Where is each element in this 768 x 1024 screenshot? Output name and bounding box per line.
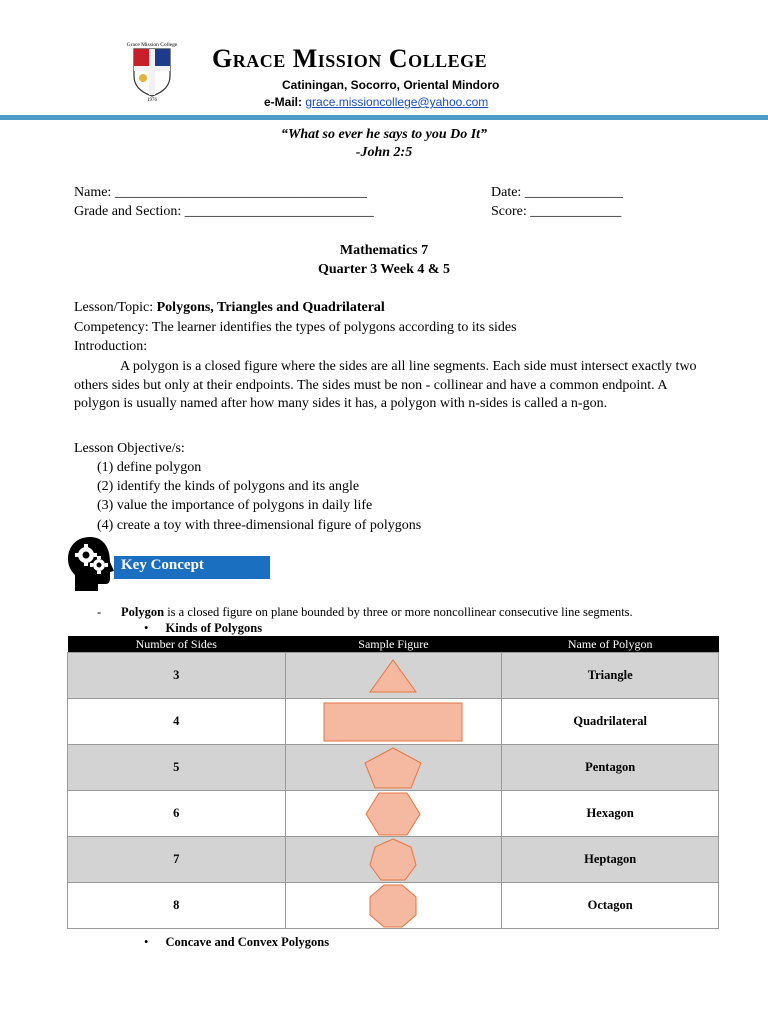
bible-quote-source: -John 2:5 [355, 145, 413, 160]
table-header-row [68, 636, 719, 653]
bullet-icon: • [144, 935, 149, 949]
logo-year: 1976 [147, 98, 157, 102]
figure-cell [285, 791, 502, 837]
name-field[interactable]: Name: ____________________________________ [74, 185, 367, 200]
topic-label: Lesson/Topic: [74, 300, 154, 315]
table-row [68, 699, 719, 745]
objective-item: (1) define polygon [97, 460, 202, 475]
table-row [68, 745, 719, 791]
bullet-icon: • [144, 621, 149, 635]
lesson-topic [74, 300, 385, 316]
email-label: e-Mail: [264, 95, 303, 109]
table-row [68, 837, 719, 883]
key-concept-label: Key Concept [121, 557, 204, 573]
name-cell: Triangle [502, 653, 719, 699]
college-email-line [264, 95, 488, 109]
sides-cell: 4 [68, 699, 286, 745]
score-field[interactable]: Score: _____________ [491, 204, 622, 219]
email-link[interactable]: grace.missioncollege@yahoo.com [305, 95, 489, 109]
figure-cell [285, 653, 502, 699]
figure-cell [285, 837, 502, 883]
objective-item: (4) create a toy with three-dimensional figure of polygons [97, 518, 422, 533]
college-address: Catiningan, Socorro, Oriental Mindoro [282, 78, 500, 92]
figure-cell [285, 883, 502, 929]
bullet-kinds-label: Kinds of Polygons [165, 621, 263, 635]
pentagon-figure [363, 747, 423, 789]
octagon-figure [369, 884, 417, 928]
polygon-definition [121, 605, 633, 620]
triangle-figure [368, 658, 418, 694]
competency: Competency: The learner identifies the types of polygons according to its sides [74, 320, 517, 335]
polygons-table [67, 636, 719, 929]
logo-text: Grace Mission College [126, 42, 178, 48]
subject-title: Mathematics 7 [339, 243, 429, 258]
sides-cell: 3 [68, 653, 286, 699]
definition-text: is a closed figure on plane bounded by three or more noncollinear consecutive line segments. [164, 605, 633, 619]
objective-item: (2) identify the kinds of polygons and its angle [97, 479, 360, 494]
objectives-label: Lesson Objective/s: [74, 441, 185, 456]
name-cell: Octagon [502, 883, 719, 929]
figure-cell [285, 745, 502, 791]
objective-item: (3) value the importance of polygons in daily life [97, 498, 373, 513]
heptagon-figure [368, 838, 418, 882]
college-logo [114, 38, 190, 102]
college-name: Grace Mission College [212, 44, 488, 73]
bible-quote: “What so ever he says to you Do It” [280, 127, 488, 142]
column-header: Name of Polygon [502, 636, 719, 653]
bullet-concave-convex [144, 935, 329, 950]
column-header: Sample Figure [285, 636, 502, 653]
bullet-concave-convex-label: Concave and Convex Polygons [165, 935, 330, 949]
bullet-kinds [144, 621, 262, 636]
table-row [68, 883, 719, 929]
header-rule [0, 115, 768, 120]
sides-cell: 8 [68, 883, 286, 929]
table-row [68, 791, 719, 837]
column-header: Number of Sides [68, 636, 286, 653]
name-cell: Hexagon [502, 791, 719, 837]
definition-dash: - [97, 605, 102, 619]
date-field[interactable]: Date: ______________ [491, 185, 623, 200]
subject-period: Quarter 3 Week 4 & 5 [317, 262, 451, 277]
definition-term: Polygon [121, 605, 165, 619]
name-cell: Quadrilateral [502, 699, 719, 745]
sides-cell: 6 [68, 791, 286, 837]
grade-section-field[interactable]: Grade and Section: ___________________________ [74, 204, 374, 219]
head-gears-icon [66, 535, 122, 593]
intro-paragraph: A polygon is a closed figure where the sides are all line segments. Each side must intersect exactly two others sides but only at their endpoints. The sides must be non - collinear and have a common endpoint. A polygon is usually named after how many sides it has, a polygon with n-sides is called a n-gon. [74, 359, 697, 411]
sides-cell: 5 [68, 745, 286, 791]
sides-cell: 7 [68, 837, 286, 883]
figure-cell [285, 699, 502, 745]
hexagon-figure [365, 792, 421, 836]
topic-text: Polygons, Triangles and Quadrilateral [156, 300, 385, 315]
table-row [68, 653, 719, 699]
name-cell: Pentagon [502, 745, 719, 791]
intro-label: Introduction: [74, 339, 148, 354]
quadrilateral-figure [323, 702, 463, 742]
name-cell: Heptagon [502, 837, 719, 883]
